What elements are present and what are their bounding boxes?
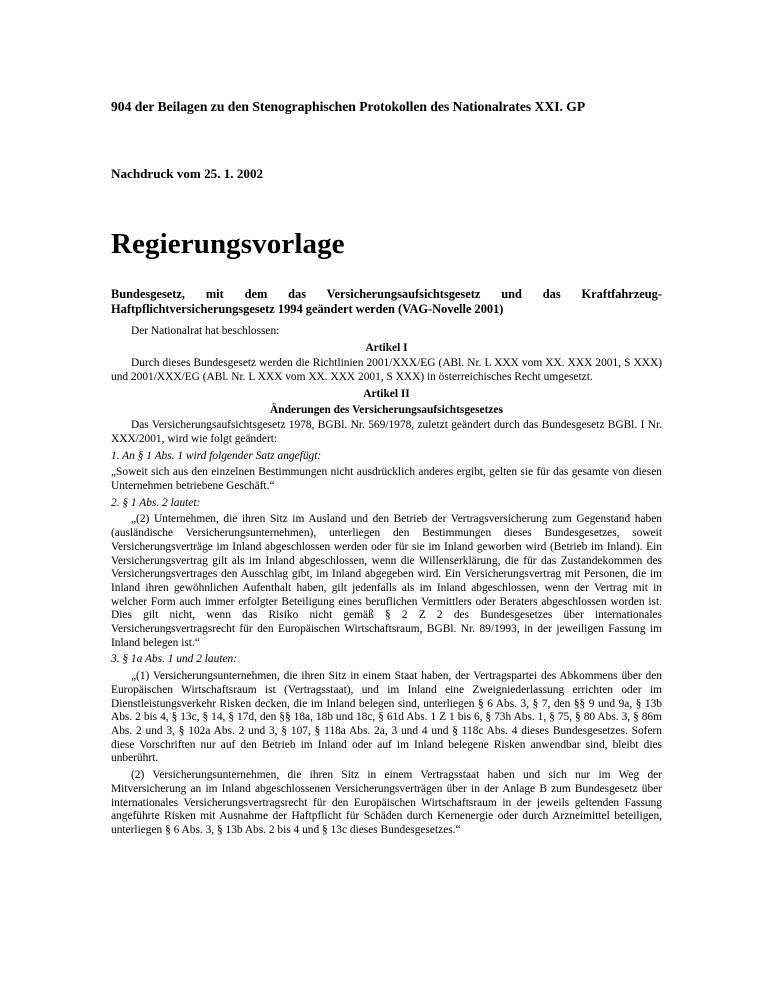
item-1-paragraph: „Soweit sich aus den einzelnen Bestimmungen nicht ausdrücklich anderes ergibt, gelten sie für das gesamte von diesen Unternehmen betriebene Geschäft.“ xyxy=(111,466,662,493)
item-2-label: 2. § 1 Abs. 2 lautet: xyxy=(111,496,201,509)
article-2-subheading: Änderungen des Versicherungsaufsichtsgesetzes xyxy=(270,403,503,416)
article-1-heading: Artikel I xyxy=(365,341,408,354)
item-3-paragraph-1: „(1) Versicherungsunternehmen, die ihren Sitz in einem Staat haben, der Vertragspartei des Abkommens über den Europäischen Wirtschaftsraum ist (Vertragsstaat), und im Inland eine Zweigniederlassung errichten oder im Dienstleistungsverkehr Risken decken, die im Inland belegen sind, unterliegen § 6 Abs. 3, § 7, den §§ 9 und 9a, § 13b Abs. 2 bis 4, § 13c, § 14, § 17d, den §§ 18a, 18b und 18c, § 61d Abs. 1 Z 1 bis 6, § 73h Abs. 1, § 75, § 80 Abs. 3, § 86m Abs. 2 und 3, § 102a Abs. 2 und 3, § 107, § 118a Abs. 2a, 3 und 4 und § 118c Abs. 4 dieses Bundesgesetzes. Sofern diese Vorschriften nur auf den Betrieb im Inland oder auf im Inland belegene Risken anwendbar sind, bleibt dies unberührt. xyxy=(111,670,662,765)
law-subtitle: Bundesgesetz, mit dem das Versicherungsaufsichtsgesetz und das Kraftfahrzeug-Haftpflichtversicherungsgesetz 1994 geändert werden (VAG-Novelle 2001) xyxy=(111,287,662,316)
article-2-heading: Artikel II xyxy=(363,387,410,400)
item-2-paragraph: „(2) Unternehmen, die ihren Sitz im Ausland und den Betrieb der Vertragsversicherung zum Gegenstand haben (ausländische Versicherungsunternehmen), unterliegen den Bestimmungen dieses Bundesgesetzes, soweit Versicherungsverträge im Inland abgeschlossen werden oder für sie im Inland geworben wird (Betrieb im Inland). Ein Versicherungsvertrag gilt als im Inland abgeschlossen, wenn die Willenserklärung, die für das Zustandekommen des Versicherungsvertrages den Ausschlag gibt, im Inland abgegeben wird. Ein Versicherungsvertrag mit Personen, die im Inland ihren gewöhnlichen Aufenthalt haben, gilt jedenfalls als im Inland abgeschlossen, wenn der Vertrag mit in welcher Form auch immer erfolgter Beteiligung eines beruflichen Vermittlers oder Beraters abgeschlossen worden ist. Dies gilt nicht, wenn das Risiko nicht gemäß § 2 Z 2 des Bundesgesetzes über internationales Versicherungsvertragsrecht für den Europäischen Wirtschaftsraum, BGBl. Nr. 89/1993, in der jeweiligen Fassung im Inland belegen ist.“ xyxy=(111,513,662,649)
page-title: Regierungsvorlage xyxy=(111,228,345,260)
item-1-label: 1. An § 1 Abs. 1 wird folgender Satz angefügt: xyxy=(111,449,322,462)
document-header: 904 der Beilagen zu den Stenographischen Protokollen des Nationalrates XXI. GP xyxy=(111,99,586,114)
article-1-text: Durch dieses Bundesgesetz werden die Richtlinien 2001/XXX/EG (ABl. Nr. L XXX vom XX. XXX 2001, S XXX) und 2001/XXX/EG (ABl. Nr. L XXX vom XX. XXX 2001, S XXX) in österreichisches Recht umgesetzt. xyxy=(111,357,662,384)
item-3-label: 3. § 1a Abs. 1 und 2 lauten: xyxy=(111,653,238,666)
article-2-text: Das Versicherungsaufsichtsgesetz 1978, BGBl. Nr. 569/1978, zuletzt geändert durch das Bundesgesetz BGBl. I Nr. XXX/2001, wird wie folgt geändert: xyxy=(111,419,662,445)
document-body xyxy=(111,287,662,841)
item-3-paragraph-2: (2) Versicherungsunternehmen, die ihren Sitz in einem Vertragsstaat haben und sich nur im Weg der Mitversicherung an im Inland abgeschlossenen Versicherungsverträgen über in der Anlage B zum Bundesgesetz über internationales Versicherungsvertragsrecht für den Europäischen Wirtschaftsraum in der jeweils geltenden Fassung angeführte Risken mit Ausnahme der Haftpflicht für Schäden durch Kernenergie oder durch Arzneimittel beteiligen, unterliegen § 6 Abs. 3, § 13b Abs. 2 bis 4 und § 13c dieses Bundesgesetzes.“ xyxy=(111,769,662,836)
intro-text: Der Nationalrat hat beschlossen: xyxy=(131,325,280,337)
reprint-date: Nachdruck vom 25. 1. 2002 xyxy=(111,166,264,181)
